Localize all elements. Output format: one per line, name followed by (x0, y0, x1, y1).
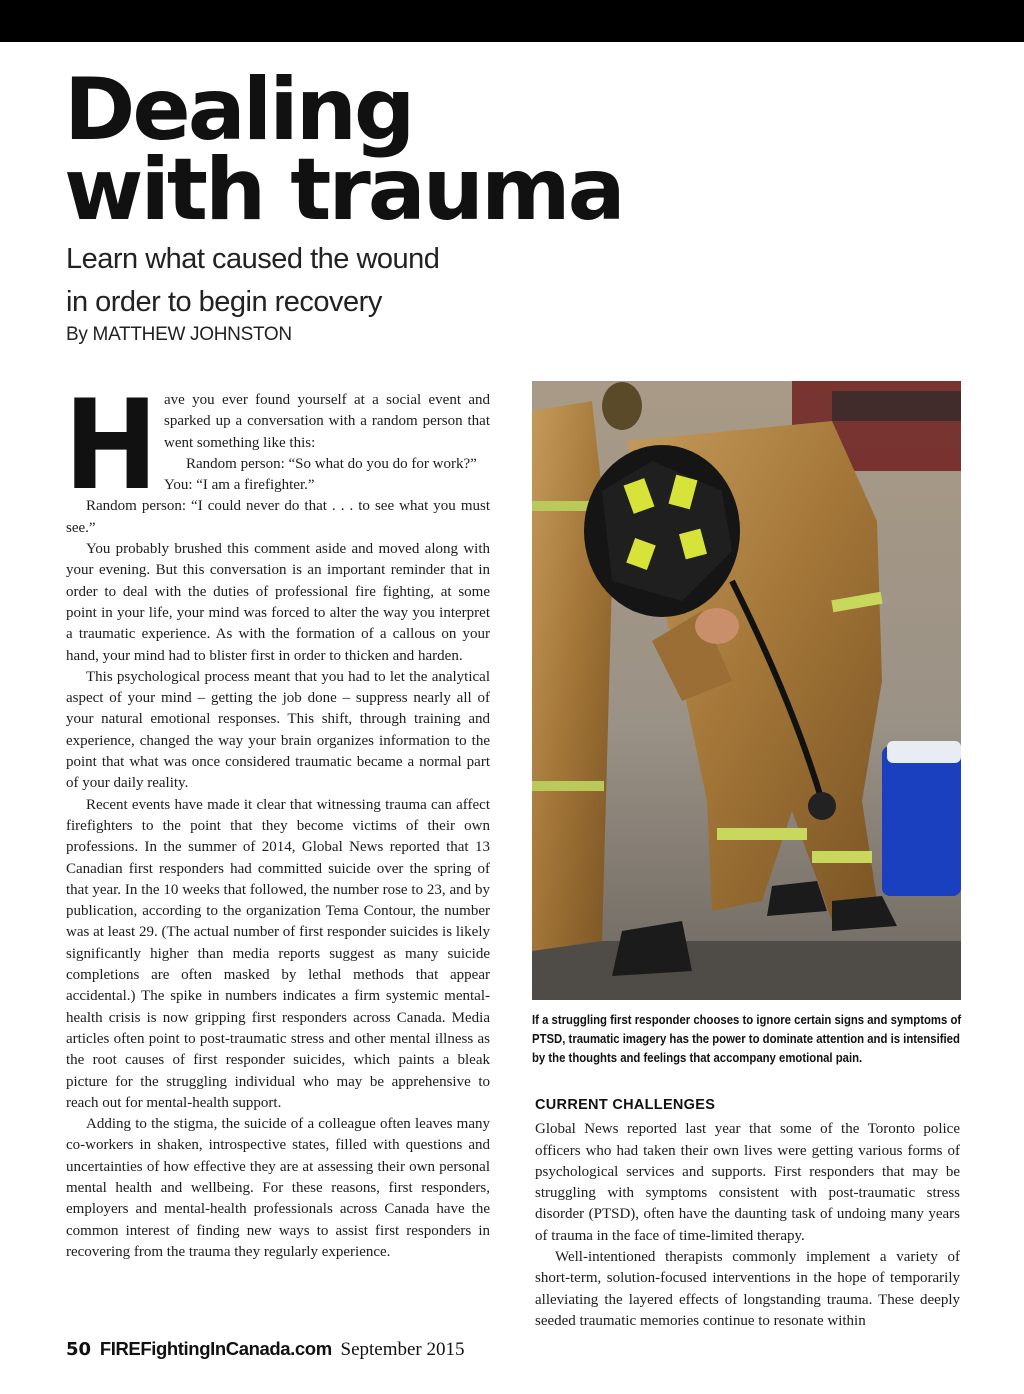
article-paragraph-2: Random person: “So what do you do for work?” (186, 455, 477, 472)
subtitle-line-2: in order to begin recovery (66, 286, 382, 318)
article-paragraph-6: This psychological process meant that you had to let the analytical aspect of your mind – getting the job done – suppress nearly all of your natural emotional responses. This shift, through training and experience, changed the way your brain organizes information to the point that what was once considered traumatic became a normal part of your daily reality. (66, 668, 490, 792)
byline: By MATTHEW JOHNSTON (66, 324, 292, 345)
top-bar (0, 0, 1024, 42)
dropcap (64, 374, 158, 518)
photo-caption: If a struggling first responder chooses to ignore certain signs and symptoms of PTSD, traumatic imagery has the power to dominate attention and is intensified by the thoughts and feelings that accompany emotional pain. (532, 1012, 962, 1065)
headline-line-1: Dealing (64, 60, 413, 160)
article-column-right (535, 1095, 960, 1332)
firefighter-photo (532, 381, 961, 1000)
article-paragraph-1: ave you ever found yourself at a social event and sparked up a conversation with a random person that went something like this: (164, 392, 490, 451)
headline-line-2: with trauma (64, 140, 623, 240)
dropcap-letter: H (64, 374, 158, 518)
section-heading: CURRENT CHALLENGES (535, 1097, 716, 1113)
site-name: FIREFightingInCanada.com (99, 1338, 332, 1359)
article-paragraph-4: Random person: “I could never do that . . . to see what you must see.” (66, 498, 490, 536)
page-footer (66, 1338, 465, 1361)
subtitle-line-1: Learn what caused the wound (66, 243, 440, 275)
article-paragraph-5: You probably brushed this comment aside and moved along with your evening. But this conversation is an important reminder that in order to deal with the duties of professional fire fighting, at some point in your life, your mind was forced to alter the way you interpret a traumatic experience. As with the formation of a callous on your hand, your mind had to blister first in order to thicken and harden. (66, 541, 490, 664)
section-paragraph-2: Well-intentioned therapists commonly implement a variety of short-term, solution-focused interventions in the hope of temporarily alleviating the layered effects of longstanding trauma. These deeply seeded traumatic memories continue to resonate within (535, 1249, 960, 1329)
subtitle (66, 238, 506, 324)
issue-date: September 2015 (340, 1339, 465, 1360)
headline (64, 60, 704, 240)
page-number: 50 (66, 1339, 92, 1360)
article-column-left (64, 374, 490, 1263)
article-paragraph-7: Recent events have made it clear that witnessing trauma can affect firefighters to the point that they become victims of their own professions. In the summer of 2014, Global News reported that 13 Canadian first responders had committed suicide over the spring of that year. In the 10 weeks that followed, the number rose to 23, and by publication, according to the organization Tema Contour, the number was at least 29. (The actual number of first responder suicides is likely significantly higher than media reports suggest as many suicide completions are often masked by lethal methods that appear accidental.) The spike in numbers indicates a firm systemic mental-health crisis is now gripping first responders across Canada. Media articles often point to post-traumatic stress and other mental illness as the root causes of first responder suicides, which paints a bleak picture for the struggling individual who may be apprehensive to reach out for mental-health support. (66, 796, 490, 1111)
section-paragraph-1: Global News reported last year that some of the Toronto police officers who had taken their own lives were getting various forms of psychological services and supports. First responders that may be struggling with symptoms consistent with post-traumatic stress disorder (PTSD), often have the daunting task of undoing many years of trauma in the face of time-limited therapy. (535, 1121, 960, 1244)
article-paragraph-3: You: “I am a firefighter.” (164, 477, 315, 494)
article-paragraph-8: Adding to the stigma, the suicide of a colleague often leaves many co-workers in shaken, introspective states, filled with questions and uncertainties of how effective they are at assessing their own personal mental health and wellbeing. For these reasons, first responders, employers and mental-health professionals across Canada have the common interest of finding new ways to assist first responders in recovering from the trauma they regularly experience. (66, 1116, 490, 1260)
